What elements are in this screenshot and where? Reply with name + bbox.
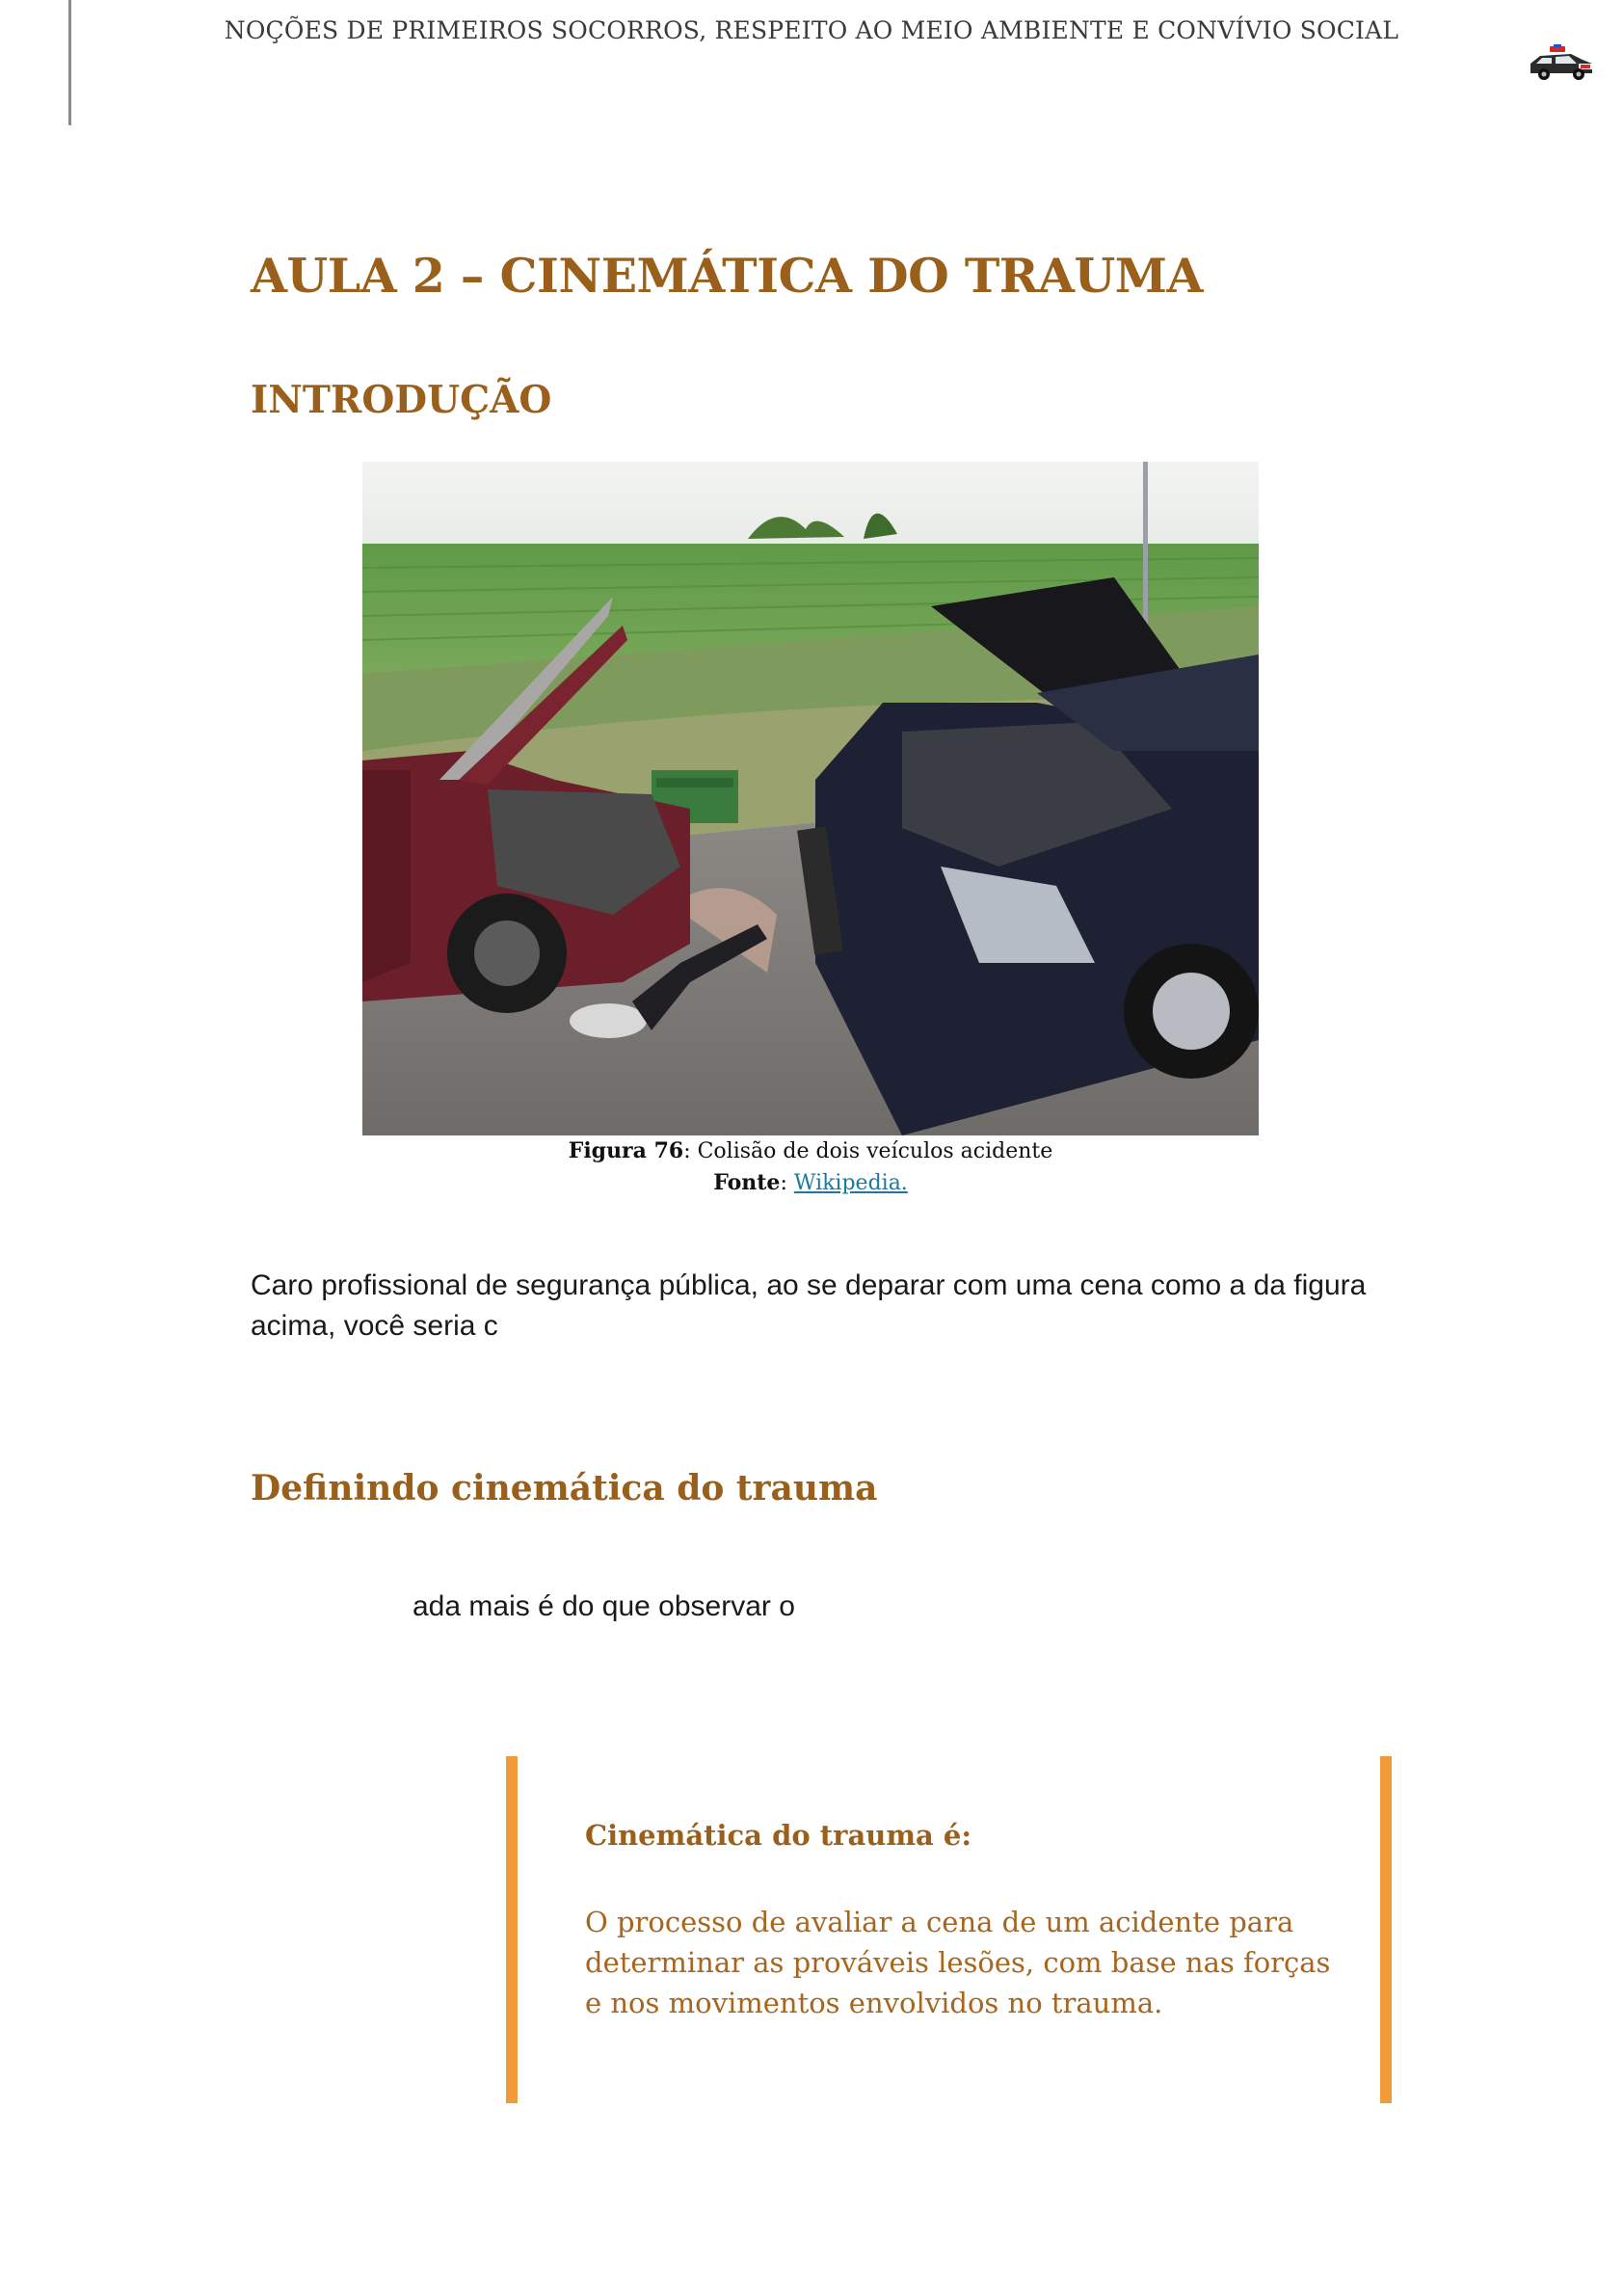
figure-source: [362, 1170, 1259, 1195]
car-collision-photo: [362, 462, 1259, 1135]
section-heading-intro: INTRODUÇÃO: [251, 378, 552, 422]
callout-left-bar: [506, 1756, 518, 2103]
intro-paragraph: Caro profissional de segurança pública, ao se deparar com uma cena como a da figura acima, você seria c: [251, 1269, 1367, 1342]
figure-caption: [362, 1138, 1259, 1163]
figure-source-sep: :: [780, 1171, 794, 1195]
figure-caption-label: Figura 76: [568, 1138, 684, 1163]
definition-fragment: ada mais é do que observar o: [412, 1590, 795, 1622]
figure-source-label: Fonte: [713, 1170, 781, 1195]
callout-right-bar: [1380, 1756, 1392, 2103]
callout-title: Cinemática do trauma é:: [585, 1819, 972, 1852]
lesson-title: AULA 2 – CINEMÁTICA DO TRAUMA: [251, 248, 1204, 304]
wikipedia-link[interactable]: Wikipedia.: [793, 1171, 908, 1195]
ambulance-icon: [1525, 42, 1596, 85]
left-margin-rule: [68, 0, 71, 125]
running-header: NOÇÕES DE PRIMEIROS SOCORROS, RESPEITO AO MEIO AMBIENTE E CONVÍVIO SOCIAL: [224, 16, 1399, 44]
definition-heading: Definindo cinemática do trauma: [251, 1468, 878, 1508]
callout-body: O processo de avaliar a cena de um acidente para determinar as prováveis lesões, com base nas forças e nos movimentos envolvidos no trauma.: [585, 1906, 1331, 2019]
figure-caption-text: : Colisão de dois veículos acidente: [683, 1139, 1053, 1163]
